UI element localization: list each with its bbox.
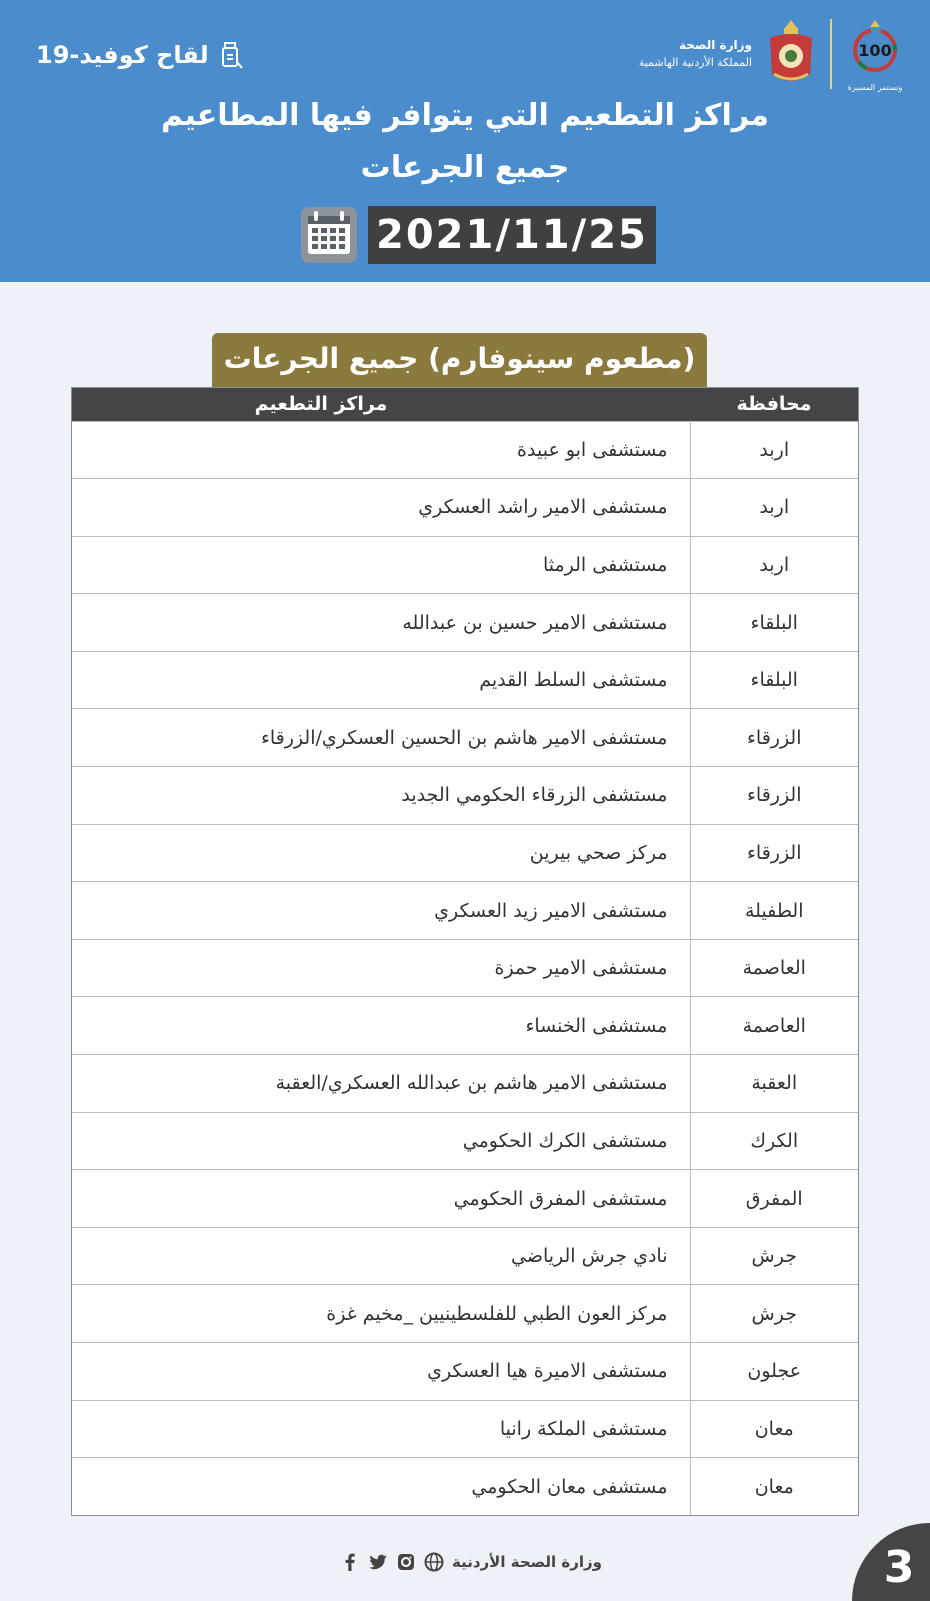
table-row [72, 1458, 858, 1516]
instagram-icon[interactable] [396, 1552, 416, 1572]
center-cell: مستشفى الملكة رانيا [72, 1400, 690, 1458]
table-row [72, 939, 858, 997]
vaccine-vial-icon [217, 40, 243, 70]
governorate-cell: معان [690, 1458, 858, 1516]
governorate-cell: جرش [690, 1227, 858, 1285]
center-cell: مستشفى الكرك الحكومي [72, 1112, 690, 1170]
governorate-cell: اربد [690, 479, 858, 537]
vaccine-label [36, 40, 243, 70]
table-row [72, 1400, 858, 1458]
ministry-name: وزارة الصحة [678, 38, 752, 52]
centennial-logo [844, 16, 906, 92]
governorate-cell: الكرك [690, 1112, 858, 1170]
page-subtitle: جميع الجرعات [360, 150, 570, 185]
center-cell: مستشفى السلط القديم [72, 651, 690, 709]
governorate-cell: الزرقاء [690, 824, 858, 882]
header-banner [0, 0, 930, 282]
center-cell: مستشفى المفرق الحكومي [72, 1170, 690, 1228]
table-row [72, 421, 858, 479]
table-row [72, 997, 858, 1055]
table-row [72, 651, 858, 709]
table-row [72, 1055, 858, 1113]
center-cell: مستشفى الامير حمزة [72, 939, 690, 997]
governorate-cell: العقبة [690, 1055, 858, 1113]
jordan-crest-logo [764, 18, 818, 90]
kingdom-name: المملكة الأردنية الهاشمية [638, 56, 752, 69]
center-cell: مستشفى الاميرة هيا العسكري [72, 1343, 690, 1401]
center-cell: مستشفى ابو عبيدة [72, 421, 690, 479]
logos-group [639, 16, 906, 92]
date-row [300, 206, 656, 264]
twitter-icon[interactable] [368, 1552, 388, 1572]
page-number-badge: 3 [852, 1523, 930, 1601]
centennial-emblem-icon [844, 16, 906, 78]
center-cell: نادي جرش الرياضي [72, 1227, 690, 1285]
center-cell: مستشفى الخنساء [72, 997, 690, 1055]
logo-divider [830, 19, 832, 89]
governorate-cell: الزرقاء [690, 709, 858, 767]
date-badge: 2021/11/25 [368, 206, 656, 264]
governorate-cell: عجلون [690, 1343, 858, 1401]
governorate-cell: اربد [690, 536, 858, 594]
ministry-text [639, 37, 752, 71]
center-cell: مستشفى الامير هاشم بن عبدالله العسكري/العقبة [72, 1055, 690, 1113]
center-cell: مستشفى الامير حسين بن عبدالله [72, 594, 690, 652]
governorate-header: محافظة [690, 388, 858, 421]
facebook-icon[interactable] [340, 1552, 360, 1572]
center-header: مراكز التطعيم [72, 388, 690, 421]
center-cell: مركز العون الطبي للفلسطينيين _مخيم غزة [72, 1285, 690, 1343]
table-row [72, 824, 858, 882]
governorate-cell: الزرقاء [690, 767, 858, 825]
page-title: مراكز التطعيم التي يتوافر فيها المطاعيم [161, 98, 769, 133]
centers-table [71, 387, 859, 1516]
governorate-cell: البلقاء [690, 594, 858, 652]
governorate-cell: العاصمة [690, 997, 858, 1055]
footer-ministry-name: وزارة الصحة الأردنية [452, 1553, 602, 1571]
center-cell: مستشفى معان الحكومي [72, 1458, 690, 1516]
governorate-cell: العاصمة [690, 939, 858, 997]
center-cell: مستشفى الامير زيد العسكري [72, 882, 690, 940]
calendar-icon [300, 206, 358, 264]
center-cell: مستشفى الرمثا [72, 536, 690, 594]
table-row [72, 1112, 858, 1170]
governorate-cell: اربد [690, 421, 858, 479]
table-row [72, 767, 858, 825]
table-row [72, 1227, 858, 1285]
centennial-number: 100 [858, 41, 892, 60]
table-row [72, 882, 858, 940]
table-row [72, 479, 858, 537]
governorate-cell: الطفيلة [690, 882, 858, 940]
table-row [72, 709, 858, 767]
governorate-cell: جرش [690, 1285, 858, 1343]
table-row [72, 1343, 858, 1401]
table-row [72, 1285, 858, 1343]
table-row [72, 536, 858, 594]
center-cell: مستشفى الامير هاشم بن الحسين العسكري/الزرقاء [72, 709, 690, 767]
table-header-row [72, 388, 858, 421]
center-cell: مركز صحي بيرين [72, 824, 690, 882]
center-cell: مستشفى الامير راشد العسكري [72, 479, 690, 537]
table-row [72, 1170, 858, 1228]
footer [340, 1552, 602, 1572]
vaccine-label-text: لقاح كوفيد-19 [36, 41, 209, 69]
governorate-cell: معان [690, 1400, 858, 1458]
table-row [72, 594, 858, 652]
governorate-cell: البلقاء [690, 651, 858, 709]
centennial-caption: وتستمر المسيرة [847, 83, 903, 92]
vaccine-type-tab: (مطعوم سينوفارم) جميع الجرعات [212, 333, 707, 388]
globe-icon[interactable] [424, 1552, 444, 1572]
governorate-cell: المفرق [690, 1170, 858, 1228]
center-cell: مستشفى الزرقاء الحكومي الجديد [72, 767, 690, 825]
